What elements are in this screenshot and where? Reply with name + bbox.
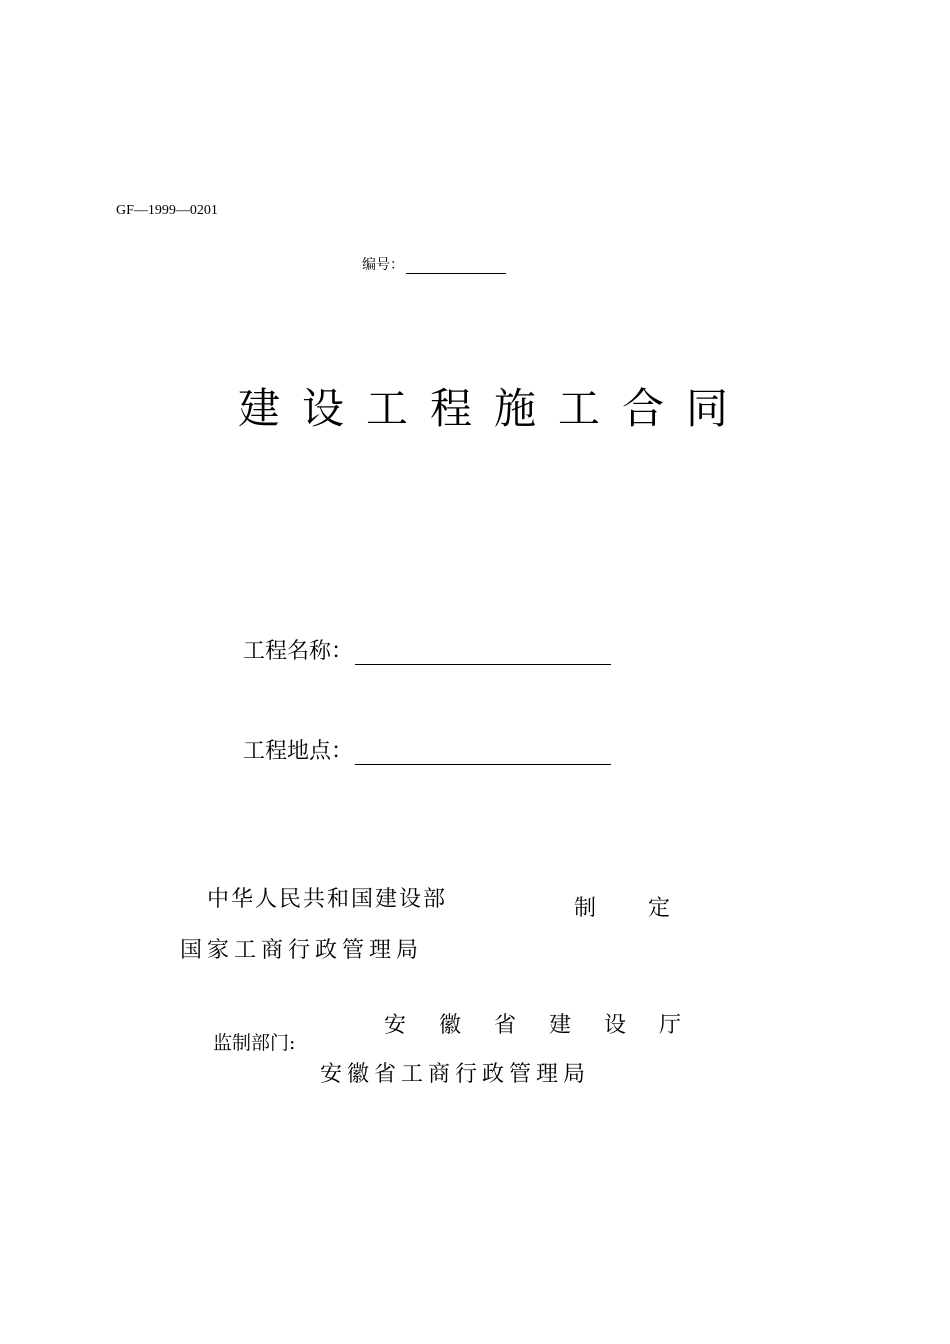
serial-number-blank (406, 258, 506, 274)
project-name-label: 工程名称： (243, 639, 354, 664)
project-location-row (243, 734, 611, 765)
maker-ministry-construction: 中华人民共和国建设部 (207, 887, 448, 912)
document-title: 建设工程施工合同 (238, 384, 751, 433)
serial-number-label: 编号： (362, 257, 404, 273)
project-location-blank (355, 740, 611, 765)
project-location-label: 工程地点： (243, 739, 354, 764)
maker-industry-commerce-bureau: 国家工商行政管理局 (180, 938, 424, 963)
supervisor-construction-dept: 安徽省建设厅 (384, 1013, 715, 1038)
supervision-label: 监制部门: (213, 1032, 296, 1054)
serial-number-row (362, 254, 506, 274)
document-code: GF—1999—0201 (116, 203, 218, 218)
supervisor-industry-commerce-bureau: 安徽省工商行政管理局 (320, 1062, 591, 1087)
made-label: 制定 (574, 896, 723, 921)
project-name-row (243, 634, 611, 665)
project-name-blank (355, 640, 611, 665)
